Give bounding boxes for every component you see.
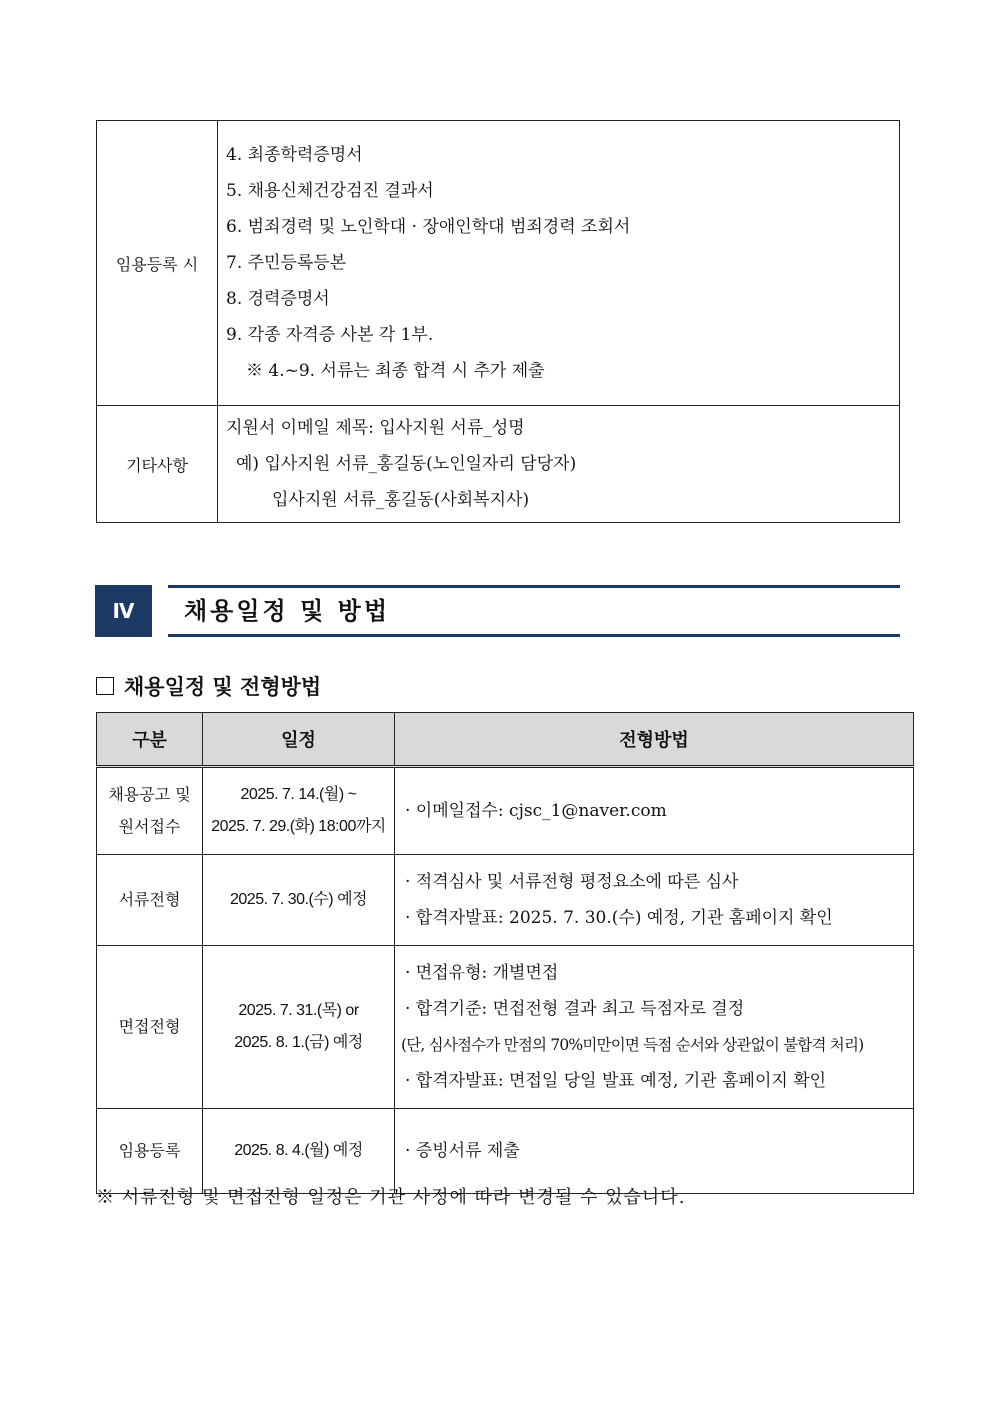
cell-line: · 합격기준: 면접전형 결과 최고 득점자로 결정	[405, 999, 745, 1019]
cell-line: · 이메일접수: cjsc_1@naver.com	[405, 801, 667, 821]
category-cell	[97, 767, 203, 855]
schedule-table	[96, 712, 914, 1194]
column-header: 구분	[97, 713, 203, 767]
section-rule-top	[168, 585, 900, 588]
other-notes	[218, 406, 900, 523]
list-item: 6. 범죄경력 및 노인학대 · 장애인학대 범죄경력 조회서	[226, 217, 631, 237]
date-cell	[203, 855, 395, 946]
column-header: 일정	[203, 713, 395, 767]
column-header: 전형방법	[395, 713, 914, 767]
required-documents-list	[218, 121, 900, 406]
documents-table	[96, 120, 900, 523]
cell-line: 서류전형	[118, 890, 181, 909]
method-cell	[395, 855, 914, 946]
cell-line: · 면접유형: 개별면접	[405, 963, 559, 983]
date-cell	[203, 767, 395, 855]
cell-line: 2025. 8. 4.(월) 예정	[234, 1142, 363, 1159]
footnote: ※ 서류전형 및 면접전형 일정은 기관 사정에 따라 변경될 수 있습니다.	[96, 1187, 686, 1208]
table-row	[97, 121, 900, 406]
method-cell	[395, 946, 914, 1109]
date-cell	[203, 1109, 395, 1194]
subsection-title: 채용일정 및 전형방법	[124, 675, 322, 699]
cell-line: · 증빙서류 제출	[405, 1141, 520, 1161]
method-cell	[395, 767, 914, 855]
list-item: 5. 채용신체건강검진 결과서	[226, 181, 434, 201]
cell-line: 면접전형	[118, 1017, 181, 1036]
cell-line: · 합격자발표: 2025. 7. 30.(수) 예정, 기관 홈페이지 확인	[405, 908, 833, 928]
cell-line: 채용공고 및	[108, 785, 191, 804]
note-text: ※ 4.~9. 서류는 최종 합격 시 추가 제출	[246, 361, 545, 381]
list-item: 지원서 이메일 제목: 입사지원 서류_성명	[226, 418, 525, 438]
table-row	[97, 855, 914, 946]
section-title: 채용일정 및 방법	[184, 597, 390, 625]
cell-line: (단, 심사점수가 만점의 70%미만이면 득점 순서와 상관없이 불합격 처리)	[401, 1036, 864, 1054]
cell-line: · 적격심사 및 서류전형 평정요소에 따른 심사	[405, 872, 739, 892]
table-row	[97, 1109, 914, 1194]
date-cell	[203, 946, 395, 1109]
section-rule-bottom	[168, 634, 900, 637]
cell-line: · 합격자발표: 면접일 당일 발표 예정, 기관 홈페이지 확인	[405, 1071, 827, 1091]
table-row	[97, 767, 914, 855]
table-header-row	[97, 713, 914, 767]
subsection-heading	[96, 672, 321, 702]
list-item: 예) 입사지원 서류_홍길동(노인일자리 담당자)	[236, 454, 577, 474]
list-item: 7. 주민등록등본	[226, 253, 347, 273]
row-label: 기타사항	[97, 406, 218, 523]
row-label: 임용등록 시	[97, 121, 218, 406]
category-cell	[97, 855, 203, 946]
category-cell	[97, 1109, 203, 1194]
cell-line: 2025. 7. 30.(수) 예정	[230, 891, 367, 908]
category-cell	[97, 946, 203, 1109]
checkbox-icon	[96, 677, 114, 695]
list-item: 9. 각종 자격증 사본 각 1부.	[226, 325, 434, 345]
table-row	[97, 406, 900, 523]
method-cell	[395, 1109, 914, 1194]
cell-line: 원서접수	[118, 817, 181, 836]
list-item: 8. 경력증명서	[226, 289, 330, 309]
cell-line: 임용등록	[118, 1141, 181, 1160]
section-number-badge: Ⅳ	[95, 585, 152, 637]
cell-line: 2025. 7. 14.(월) ~	[240, 786, 357, 803]
cell-line: 2025. 7. 31.(목) or	[238, 1002, 359, 1019]
cell-line: 2025. 8. 1.(금) 예정	[234, 1034, 363, 1051]
list-item: 입사지원 서류_홍길동(사회복지사)	[272, 490, 530, 510]
table-row	[97, 946, 914, 1109]
list-item: 4. 최종학력증명서	[226, 145, 363, 165]
cell-line: 2025. 7. 29.(화) 18:00까지	[211, 818, 386, 835]
